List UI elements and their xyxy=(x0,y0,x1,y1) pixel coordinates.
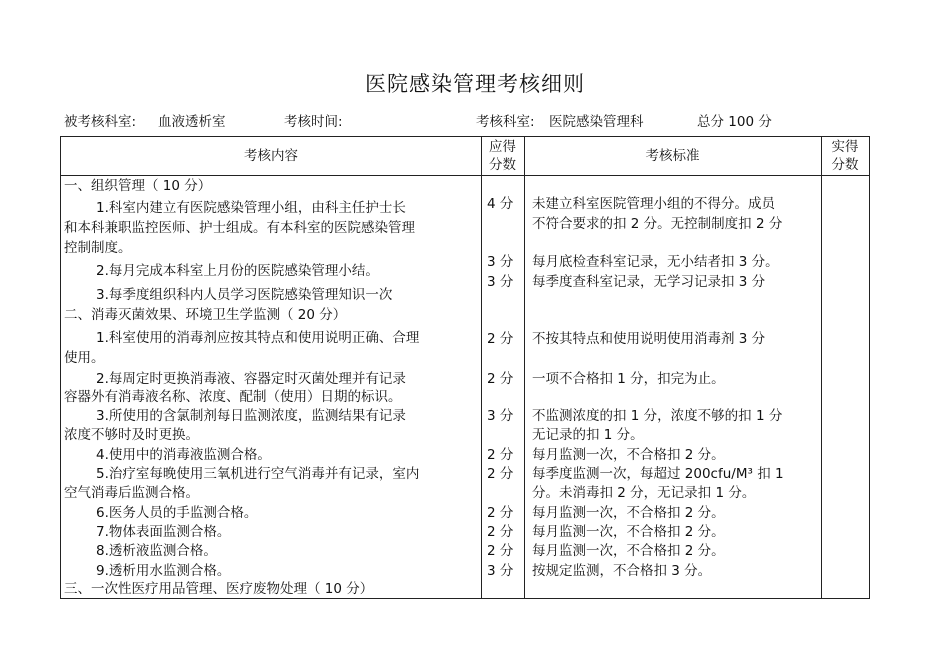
total-score: 总分 100 分 xyxy=(697,114,772,130)
content-line: 浓度不够时及时更换。 xyxy=(64,427,199,443)
content-line: 和本科兼职监控医师、护士组成。有本科室的医院感染管理 xyxy=(64,220,415,236)
score-cell: 2 分 xyxy=(487,524,514,540)
score-cell: 3 分 xyxy=(487,254,514,270)
assessor-label: 考核科室: xyxy=(476,114,535,130)
column-divider xyxy=(481,137,482,598)
content-line: 2.每月完成本科室上月份的医院感染管理小结。 xyxy=(96,263,379,279)
header-divider xyxy=(61,175,869,176)
content-line: 3.所使用的含氯制剂每日监测浓度，监测结果有记录 xyxy=(96,408,406,424)
column-divider xyxy=(821,137,822,598)
score-cell: 2 分 xyxy=(487,466,514,482)
content-line: 6.医务人员的手监测合格。 xyxy=(96,505,258,521)
column-header-score-line1: 应得 xyxy=(489,139,516,155)
content-line: 容器外有消毒液名称、浓度、配制（使用）日期的标识。 xyxy=(64,389,402,405)
score-cell: 3 分 xyxy=(487,274,514,290)
score-cell: 2 分 xyxy=(487,447,514,463)
standard-line: 不符合要求的扣 2 分。无控制制度扣 2 分 xyxy=(532,216,783,232)
standard-line: 一项不合格扣 1 分，扣完为止。 xyxy=(532,371,725,387)
content-line: 8.透析液监测合格。 xyxy=(96,543,217,559)
score-cell: 2 分 xyxy=(487,543,514,559)
column-header-standard: 考核标准 xyxy=(645,148,700,164)
score-cell: 2 分 xyxy=(487,371,514,387)
standard-line: 按规定监测，不合格扣 3 分。 xyxy=(532,563,712,579)
content-line: 一、组织管理（ 10 分） xyxy=(64,178,212,194)
assessor-value: 医院感染管理科 xyxy=(549,114,644,130)
column-header-actual-line2: 分数 xyxy=(831,157,859,173)
column-header-score-line2: 分数 xyxy=(489,157,516,173)
content-line: 空气消毒后监测合格。 xyxy=(64,485,199,501)
standard-line: 不按其特点和使用说明使用消毒剂 3 分 xyxy=(532,331,766,347)
dept-label: 被考核科室: xyxy=(64,114,137,130)
content-line: 控制制度。 xyxy=(64,240,132,256)
content-line: 7.物体表面监测合格。 xyxy=(96,524,231,540)
content-line: 9.透析用水监测合格。 xyxy=(96,563,231,579)
standard-line: 每月底检查科室记录，无小结者扣 3 分。 xyxy=(532,254,779,270)
time-label: 考核时间: xyxy=(284,114,343,130)
standard-line: 每月监测一次，不合格扣 2 分。 xyxy=(532,524,725,540)
page-title: 医院感染管理考核细则 xyxy=(365,72,585,96)
standard-line: 每月监测一次，不合格扣 2 分。 xyxy=(532,447,725,463)
column-divider xyxy=(524,137,525,598)
content-line: 1.科室使用的消毒剂应按其特点和使用说明正确、合理 xyxy=(96,330,420,346)
standard-line: 每月监测一次，不合格扣 2 分。 xyxy=(532,505,725,521)
content-line: 1.科室内建立有医院感染管理小组，由科主任护士长 xyxy=(96,200,406,216)
score-cell: 4 分 xyxy=(487,196,514,212)
score-cell: 3 分 xyxy=(487,408,514,424)
column-header-content: 考核内容 xyxy=(244,148,298,164)
standard-line: 未建立科室医院管理小组的不得分。成员 xyxy=(532,196,775,212)
dept-value: 血液透析室 xyxy=(158,114,226,130)
content-line: 3.每季度组织科内人员学习医院感染管理知识一次 xyxy=(96,287,393,303)
standard-line: 每月监测一次，不合格扣 2 分。 xyxy=(532,543,725,559)
score-cell: 3 分 xyxy=(487,563,514,579)
standard-line: 分。未消毒扣 2 分，无记录扣 1 分。 xyxy=(532,485,756,501)
content-line: 5.治疗室每晚使用三氧机进行空气消毒并有记录，室内 xyxy=(96,466,420,482)
column-header-actual-line1: 实得 xyxy=(831,139,859,155)
score-cell: 2 分 xyxy=(487,331,514,347)
assessment-table xyxy=(60,136,870,599)
standard-line: 每季度查科室记录，无学习记录扣 3 分 xyxy=(532,274,766,290)
content-line: 2.每周定时更换消毒液、容器定时灭菌处理并有记录 xyxy=(96,371,406,387)
standard-line: 无记录的扣 1 分。 xyxy=(532,427,644,443)
score-cell: 2 分 xyxy=(487,505,514,521)
content-line: 三、一次性医疗用品管理、医疗废物处理（ 10 分） xyxy=(64,581,374,597)
content-line: 使用。 xyxy=(64,350,105,366)
content-line: 4.使用中的消毒液监测合格。 xyxy=(96,447,271,463)
content-line: 二、消毒灭菌效果、环境卫生学监测（ 20 分） xyxy=(64,307,347,323)
standard-line: 每季度监测一次，每超过 200cfu/M³ 扣 1 xyxy=(532,466,784,482)
standard-line: 不监测浓度的扣 1 分，浓度不够的扣 1 分 xyxy=(532,408,783,424)
